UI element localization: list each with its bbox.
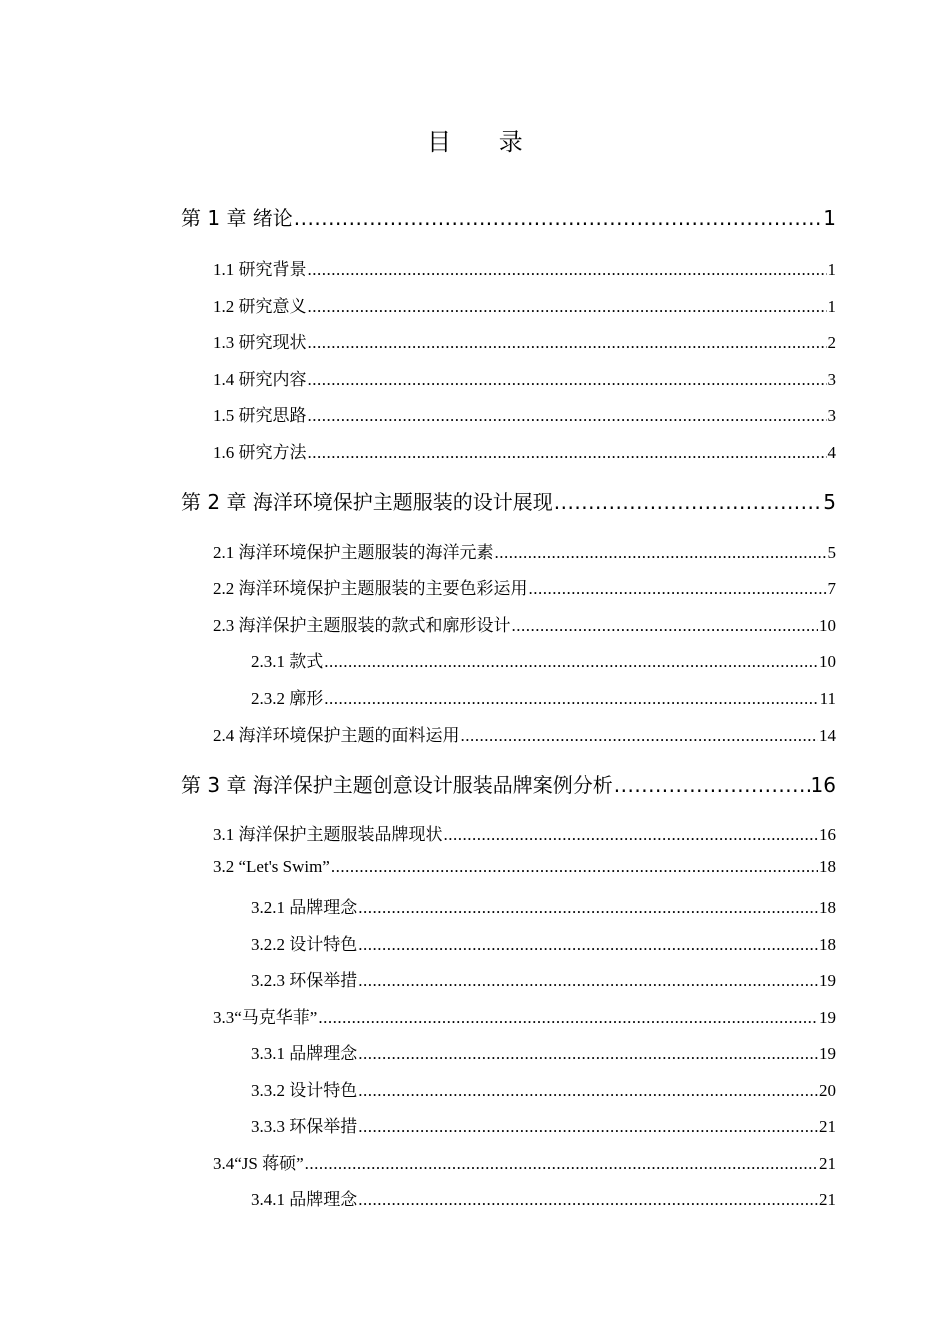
toc-leader-dots <box>308 297 827 317</box>
toc-entry-section[interactable] <box>213 820 836 845</box>
toc-page-number: 20 <box>819 1081 836 1100</box>
toc-entry-text: 1.4 研究内容 <box>213 370 307 389</box>
toc-entry-chapter[interactable] <box>181 486 836 515</box>
toc-entry-text: 3.4.1 品牌理念 <box>251 1190 358 1209</box>
toc-leader-dots <box>358 1117 818 1137</box>
toc-leader-dots <box>358 1044 818 1064</box>
toc-leader-dots <box>305 1154 818 1174</box>
toc-entry-subsection[interactable] <box>251 1185 836 1210</box>
toc-page-number: 18 <box>819 857 836 876</box>
toc-entry-section[interactable] <box>213 255 836 280</box>
toc-entry-subsection[interactable] <box>251 1112 836 1137</box>
toc-entry-section[interactable] <box>213 538 836 563</box>
toc-entry-text: 2.4 海洋环境保护主题的面料运用 <box>213 726 460 745</box>
toc-entry-text: 3.3.1 品牌理念 <box>251 1044 358 1063</box>
toc-leader-dots <box>308 370 827 390</box>
toc-page-number: 2 <box>827 333 836 352</box>
toc-entry-section[interactable] <box>213 401 836 426</box>
toc-entry-text: 1.1 研究背景 <box>213 260 307 279</box>
toc-leader-dots <box>529 579 827 599</box>
toc-entry-text: 3.1 海洋保护主题服装品牌现状 <box>213 825 443 844</box>
toc-entry-section[interactable] <box>213 292 836 317</box>
toc-entry-section[interactable] <box>213 721 836 746</box>
toc-page-number: 21 <box>819 1154 836 1173</box>
toc-leader-dots <box>512 616 819 636</box>
toc-leader-dots <box>461 726 819 746</box>
toc-entry-section[interactable] <box>213 574 836 599</box>
toc-page-number: 19 <box>819 971 836 990</box>
toc-entry-subsection[interactable] <box>251 930 836 955</box>
toc-entry-subsection[interactable] <box>251 966 836 991</box>
toc-entry-subsection[interactable] <box>251 1039 836 1064</box>
toc-title: 目 录 <box>427 128 543 156</box>
toc-entry-text: 1.6 研究方法 <box>213 443 307 462</box>
toc-leader-dots <box>308 333 827 353</box>
toc-entry-section[interactable] <box>213 611 836 636</box>
toc-leader-dots <box>358 1190 818 1210</box>
toc-page-number: 19 <box>819 1044 836 1063</box>
toc-entry-subsection[interactable] <box>251 1076 836 1101</box>
toc-leader-dots <box>358 935 818 955</box>
toc-entry-text: 3.3.3 环保举措 <box>251 1117 358 1136</box>
toc-entry-text: 3.4“JS 蒋硕” <box>213 1154 304 1173</box>
toc-leader-dots <box>614 773 810 797</box>
toc-entry-section[interactable] <box>213 1003 836 1028</box>
toc-page-number: 1 <box>823 206 836 230</box>
toc-page-number: 3 <box>827 406 836 425</box>
toc-page-number: 21 <box>819 1117 836 1136</box>
toc-entry-subsection[interactable] <box>251 893 836 918</box>
toc-entry-subsection[interactable] <box>251 647 836 672</box>
toc-page-number: 16 <box>810 773 836 797</box>
toc-entry-text: 1.2 研究意义 <box>213 297 307 316</box>
toc-leader-dots <box>308 260 827 280</box>
toc-entry-chapter[interactable] <box>181 202 836 231</box>
toc-entry-text: 3.2.3 环保举措 <box>251 971 358 990</box>
toc-entry-section[interactable] <box>213 328 836 353</box>
toc-page-number: 11 <box>819 689 836 708</box>
toc-entry-text: 第 3 章 海洋保护主题创意设计服装品牌案例分析 <box>181 773 613 797</box>
toc-entry-text: 2.3.2 廓形 <box>251 689 324 708</box>
toc-entry-text: 第 2 章 海洋环境保护主题服装的设计展现 <box>181 490 553 514</box>
toc-page-number: 10 <box>819 616 836 635</box>
toc-page-number: 5 <box>827 543 836 562</box>
toc-page-number: 5 <box>823 490 836 514</box>
toc-leader-dots <box>324 689 818 709</box>
toc-page-number: 14 <box>819 726 836 745</box>
toc-entry-text: 1.5 研究思路 <box>213 406 307 425</box>
toc-page-number: 21 <box>819 1190 836 1209</box>
toc-page-number: 19 <box>819 1008 836 1027</box>
toc-leader-dots <box>318 1008 818 1028</box>
toc-page-number: 18 <box>819 935 836 954</box>
toc-page-number: 18 <box>819 898 836 917</box>
toc-page-number: 4 <box>827 443 836 462</box>
toc-entry-text: 3.2.1 品牌理念 <box>251 898 358 917</box>
toc-leader-dots <box>554 490 822 514</box>
toc-entry-text: 第 1 章 绪论 <box>181 206 293 230</box>
toc-entry-text: 2.3 海洋保护主题服装的款式和廓形设计 <box>213 616 511 635</box>
toc-leader-dots <box>358 1081 818 1101</box>
toc-entry-text: 3.2.2 设计特色 <box>251 935 358 954</box>
toc-entry-section[interactable] <box>213 1149 836 1174</box>
toc-entry-section[interactable] <box>213 365 836 390</box>
toc-entry-chapter[interactable] <box>181 769 836 798</box>
toc-page-number: 1 <box>827 297 836 316</box>
toc-leader-dots <box>308 406 827 426</box>
toc-page-number: 10 <box>819 652 836 671</box>
toc-leader-dots <box>331 857 818 877</box>
toc-entry-subsection[interactable] <box>251 684 836 709</box>
toc-entry-text: 2.2 海洋环境保护主题服装的主要色彩运用 <box>213 579 528 598</box>
toc-page-number: 1 <box>827 260 836 279</box>
toc-leader-dots <box>294 206 822 230</box>
toc-entry-text: 2.1 海洋环境保护主题服装的海洋元素 <box>213 543 494 562</box>
toc-leader-dots <box>324 652 818 672</box>
toc-leader-dots <box>358 898 818 918</box>
toc-entry-text: 1.3 研究现状 <box>213 333 307 352</box>
toc-page-number: 16 <box>819 825 836 844</box>
toc-entry-section[interactable] <box>213 438 836 463</box>
toc-entry-text: 3.3.2 设计特色 <box>251 1081 358 1100</box>
toc-entry-text: 2.3.1 款式 <box>251 652 324 671</box>
toc-entry-text: 3.3“马克华菲” <box>213 1008 318 1027</box>
toc-entry-text: 3.2 “Let's Swim” <box>213 857 330 876</box>
toc-leader-dots <box>495 543 827 563</box>
toc-leader-dots <box>444 825 819 845</box>
toc-leader-dots <box>308 443 827 463</box>
toc-entry-section[interactable] <box>213 857 836 877</box>
toc-leader-dots <box>358 971 818 991</box>
toc-page-number: 3 <box>827 370 836 389</box>
toc-page-number: 7 <box>827 579 836 598</box>
